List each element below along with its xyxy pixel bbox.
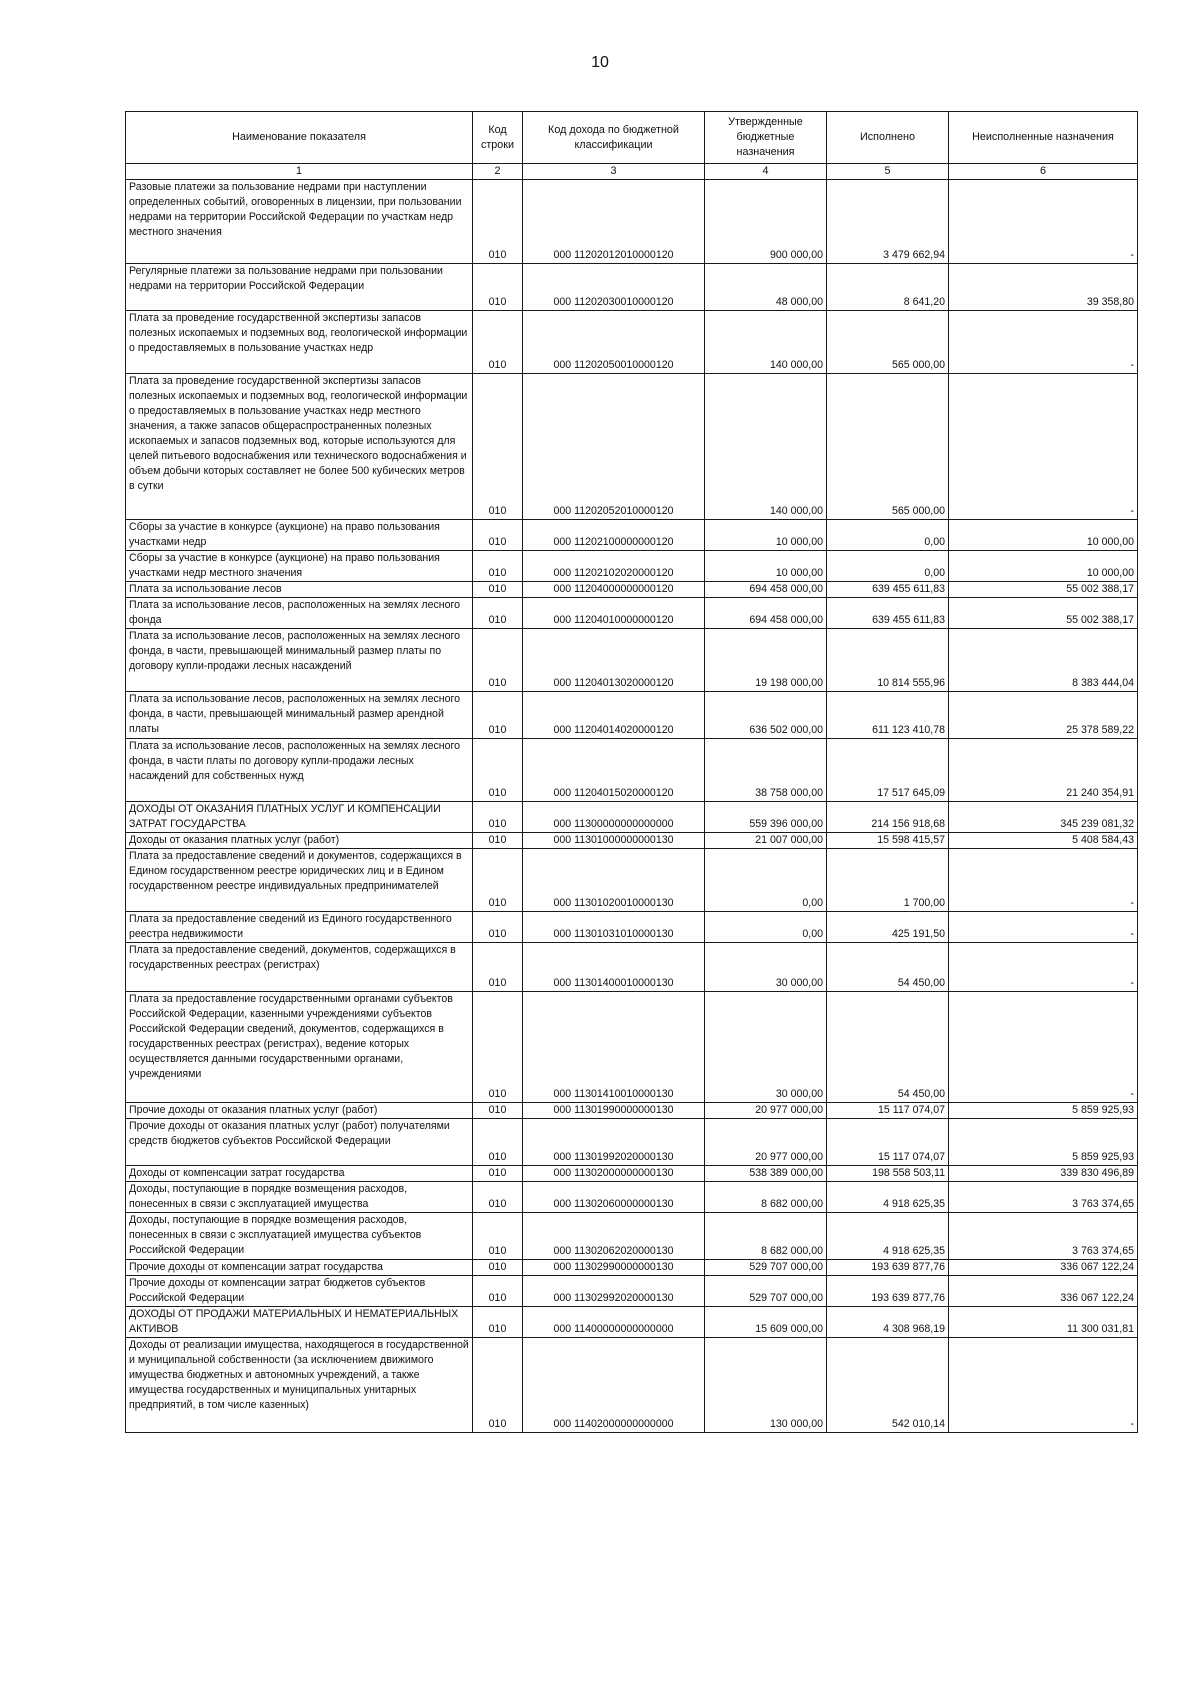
row-approved: 140 000,00 xyxy=(705,374,827,520)
row-line-code: 010 xyxy=(473,1276,523,1307)
column-number: 3 xyxy=(523,164,705,180)
row-line-code: 010 xyxy=(473,1119,523,1166)
row-income-code: 000 11301020010000130 xyxy=(523,849,705,912)
row-income-code: 000 11204013020000120 xyxy=(523,629,705,692)
table-row xyxy=(126,582,1138,598)
row-income-code: 000 11301031010000130 xyxy=(523,912,705,943)
row-income-code: 000 11204010000000120 xyxy=(523,598,705,629)
row-executed: 639 455 611,83 xyxy=(827,582,949,598)
row-unexecuted: 8 383 444,04 xyxy=(949,629,1138,692)
row-approved: 21 007 000,00 xyxy=(705,833,827,849)
row-income-code: 000 11400000000000000 xyxy=(523,1307,705,1338)
row-approved: 10 000,00 xyxy=(705,551,827,582)
row-name: Доходы от оказания платных услуг (работ) xyxy=(126,833,473,849)
column-number: 5 xyxy=(827,164,949,180)
row-executed: 611 123 410,78 xyxy=(827,692,949,739)
row-name: Плата за проведение государственной экспертизы запасов полезных ископаемых и подземных вод, геологической информации о предоставляемых в пользование участках недр местного значения, а также запасов общераспространенных полезных ископаемых и запасов подземных вод, которые используются для целей питьевого водоснабжения или технического водоснабжения и объем добычи которых составляет не более 500 кубических метров в сутки xyxy=(126,374,473,520)
row-approved: 694 458 000,00 xyxy=(705,582,827,598)
row-executed: 4 918 625,35 xyxy=(827,1213,949,1260)
header-indicator-name: Наименование показателя xyxy=(126,112,473,164)
row-approved: 38 758 000,00 xyxy=(705,739,827,802)
table-row xyxy=(126,1338,1138,1433)
row-approved: 538 389 000,00 xyxy=(705,1166,827,1182)
row-line-code: 010 xyxy=(473,1260,523,1276)
row-income-code: 000 11202100000000120 xyxy=(523,520,705,551)
table-row xyxy=(126,1119,1138,1166)
row-line-code: 010 xyxy=(473,833,523,849)
table-row xyxy=(126,833,1138,849)
table-row xyxy=(126,739,1138,802)
row-line-code: 010 xyxy=(473,582,523,598)
row-unexecuted: 39 358,80 xyxy=(949,264,1138,311)
row-executed: 193 639 877,76 xyxy=(827,1260,949,1276)
row-line-code: 010 xyxy=(473,1213,523,1260)
row-name: Плата за предоставление сведений и документов, содержащихся в Едином государственном реестре юридических лиц и в Едином государственном реестре индивидуальных предпринимателей xyxy=(126,849,473,912)
row-name: Доходы от реализации имущества, находящегося в государственной и муниципальной собственности (за исключением движимого имущества бюджетных и автономных учреждений, а также имущества государственных и муниципальных унитарных предприятий, в том числе казенных) xyxy=(126,1338,473,1433)
row-approved: 900 000,00 xyxy=(705,180,827,264)
row-line-code: 010 xyxy=(473,629,523,692)
row-executed: 425 191,50 xyxy=(827,912,949,943)
row-unexecuted: - xyxy=(949,1338,1138,1433)
header-executed: Исполнено xyxy=(827,112,949,164)
table-row xyxy=(126,551,1138,582)
row-approved: 0,00 xyxy=(705,849,827,912)
header-row xyxy=(126,112,1138,164)
table-row xyxy=(126,1307,1138,1338)
row-unexecuted: 5 408 584,43 xyxy=(949,833,1138,849)
row-line-code: 010 xyxy=(473,374,523,520)
row-unexecuted: - xyxy=(949,849,1138,912)
row-executed: 4 308 968,19 xyxy=(827,1307,949,1338)
column-number: 1 xyxy=(126,164,473,180)
row-line-code: 010 xyxy=(473,1166,523,1182)
row-name: Плата за использование лесов, расположенных на землях лесного фонда xyxy=(126,598,473,629)
table-row xyxy=(126,943,1138,992)
row-income-code: 000 11302000000000130 xyxy=(523,1166,705,1182)
row-unexecuted: - xyxy=(949,180,1138,264)
table-row xyxy=(126,992,1138,1103)
table-row xyxy=(126,1103,1138,1119)
row-income-code: 000 11204014020000120 xyxy=(523,692,705,739)
row-executed: 198 558 503,11 xyxy=(827,1166,949,1182)
row-approved: 8 682 000,00 xyxy=(705,1213,827,1260)
row-approved: 130 000,00 xyxy=(705,1338,827,1433)
row-line-code: 010 xyxy=(473,1103,523,1119)
row-unexecuted: 336 067 122,24 xyxy=(949,1276,1138,1307)
row-name: Доходы, поступающие в порядке возмещения расходов, понесенных в связи с эксплуатацией имущества xyxy=(126,1182,473,1213)
table-row xyxy=(126,1182,1138,1213)
row-executed: 54 450,00 xyxy=(827,943,949,992)
row-executed: 565 000,00 xyxy=(827,311,949,374)
row-name: Плата за предоставление сведений, документов, содержащихся в государственных реестрах (регистрах) xyxy=(126,943,473,992)
page-number: 10 xyxy=(591,54,609,71)
table-row xyxy=(126,629,1138,692)
row-unexecuted: - xyxy=(949,374,1138,520)
row-line-code: 010 xyxy=(473,598,523,629)
row-unexecuted: 55 002 388,17 xyxy=(949,598,1138,629)
table-row xyxy=(126,520,1138,551)
row-unexecuted: 25 378 589,22 xyxy=(949,692,1138,739)
row-income-code: 000 11202030010000120 xyxy=(523,264,705,311)
row-line-code: 010 xyxy=(473,802,523,833)
column-number: 6 xyxy=(949,164,1138,180)
row-name: Плата за проведение государственной экспертизы запасов полезных ископаемых и подземных вод, геологической информации о предоставляемых в пользование участках недр xyxy=(126,311,473,374)
row-income-code: 000 11301000000000130 xyxy=(523,833,705,849)
row-income-code: 000 11204000000000120 xyxy=(523,582,705,598)
row-line-code: 010 xyxy=(473,311,523,374)
row-name: Плата за предоставление сведений из Единого государственного реестра недвижимости xyxy=(126,912,473,943)
row-approved: 30 000,00 xyxy=(705,992,827,1103)
row-executed: 1 700,00 xyxy=(827,849,949,912)
row-name: Сборы за участие в конкурсе (аукционе) на право пользования участками недр xyxy=(126,520,473,551)
row-name: Плата за предоставление государственными органами субъектов Российской Федерации, казенными учреждениями субъектов Российской Федерации сведений, документов, содержащихся в государственных реестрах (регистрах), ведение которых осуществляется данными государственными органами, учреждениями xyxy=(126,992,473,1103)
row-line-code: 010 xyxy=(473,264,523,311)
row-approved: 30 000,00 xyxy=(705,943,827,992)
row-name: Прочие доходы от компенсации затрат государства xyxy=(126,1260,473,1276)
table-row xyxy=(126,180,1138,264)
row-name: Доходы, поступающие в порядке возмещения расходов, понесенных в связи с эксплуатацией имущества субъектов Российской Федерации xyxy=(126,1213,473,1260)
row-executed: 542 010,14 xyxy=(827,1338,949,1433)
row-income-code: 000 11301410010000130 xyxy=(523,992,705,1103)
row-line-code: 010 xyxy=(473,551,523,582)
table-row xyxy=(126,849,1138,912)
header-line-code: Код строки xyxy=(473,112,523,164)
column-number-row xyxy=(126,164,1138,180)
row-income-code: 000 11301990000000130 xyxy=(523,1103,705,1119)
row-line-code: 010 xyxy=(473,1307,523,1338)
row-executed: 0,00 xyxy=(827,520,949,551)
budget-revenue-table xyxy=(125,111,1138,1433)
row-name: Плата за использование лесов, расположенных на землях лесного фонда, в части, превышающей минимальный размер платы по договору купли-продажи лесных насаждений xyxy=(126,629,473,692)
row-approved: 529 707 000,00 xyxy=(705,1260,827,1276)
table-row xyxy=(126,598,1138,629)
row-line-code: 010 xyxy=(473,943,523,992)
row-name: ДОХОДЫ ОТ ОКАЗАНИЯ ПЛАТНЫХ УСЛУГ И КОМПЕНСАЦИИ ЗАТРАТ ГОСУДАРСТВА xyxy=(126,802,473,833)
row-income-code: 000 11202102020000120 xyxy=(523,551,705,582)
row-unexecuted: - xyxy=(949,912,1138,943)
table-row xyxy=(126,802,1138,833)
header-unexecuted: Неисполненные назначения xyxy=(949,112,1138,164)
row-income-code: 000 11301992020000130 xyxy=(523,1119,705,1166)
row-income-code: 000 11202012010000120 xyxy=(523,180,705,264)
row-executed: 3 479 662,94 xyxy=(827,180,949,264)
row-income-code: 000 11402000000000000 xyxy=(523,1338,705,1433)
row-executed: 8 641,20 xyxy=(827,264,949,311)
row-unexecuted: 5 859 925,93 xyxy=(949,1103,1138,1119)
table-row xyxy=(126,1260,1138,1276)
row-approved: 20 977 000,00 xyxy=(705,1103,827,1119)
column-number: 4 xyxy=(705,164,827,180)
header-approved: Утвержденные бюджетные назначения xyxy=(705,112,827,164)
row-name: Прочие доходы от оказания платных услуг (работ) получателями средств бюджетов субъектов Российской Федерации xyxy=(126,1119,473,1166)
row-approved: 694 458 000,00 xyxy=(705,598,827,629)
row-income-code: 000 11302990000000130 xyxy=(523,1260,705,1276)
row-line-code: 010 xyxy=(473,1338,523,1433)
table-row xyxy=(126,692,1138,739)
table-row xyxy=(126,1276,1138,1307)
row-unexecuted: 21 240 354,91 xyxy=(949,739,1138,802)
row-executed: 10 814 555,96 xyxy=(827,629,949,692)
row-line-code: 010 xyxy=(473,692,523,739)
row-line-code: 010 xyxy=(473,739,523,802)
row-executed: 4 918 625,35 xyxy=(827,1182,949,1213)
row-name: ДОХОДЫ ОТ ПРОДАЖИ МАТЕРИАЛЬНЫХ И НЕМАТЕРИАЛЬНЫХ АКТИВОВ xyxy=(126,1307,473,1338)
row-unexecuted: - xyxy=(949,992,1138,1103)
row-unexecuted: 3 763 374,65 xyxy=(949,1182,1138,1213)
row-approved: 48 000,00 xyxy=(705,264,827,311)
row-approved: 140 000,00 xyxy=(705,311,827,374)
row-name: Прочие доходы от компенсации затрат бюджетов субъектов Российской Федерации xyxy=(126,1276,473,1307)
table-row xyxy=(126,311,1138,374)
row-executed: 15 117 074,07 xyxy=(827,1119,949,1166)
row-executed: 15 117 074,07 xyxy=(827,1103,949,1119)
row-approved: 559 396 000,00 xyxy=(705,802,827,833)
table-row xyxy=(126,912,1138,943)
row-executed: 0,00 xyxy=(827,551,949,582)
row-unexecuted: - xyxy=(949,943,1138,992)
row-executed: 54 450,00 xyxy=(827,992,949,1103)
row-approved: 8 682 000,00 xyxy=(705,1182,827,1213)
row-unexecuted: 55 002 388,17 xyxy=(949,582,1138,598)
row-unexecuted: 10 000,00 xyxy=(949,551,1138,582)
row-name: Регулярные платежи за пользование недрами при пользовании недрами на территории Российской Федерации xyxy=(126,264,473,311)
row-line-code: 010 xyxy=(473,849,523,912)
row-approved: 0,00 xyxy=(705,912,827,943)
row-line-code: 010 xyxy=(473,912,523,943)
row-approved: 10 000,00 xyxy=(705,520,827,551)
row-income-code: 000 11302060000000130 xyxy=(523,1182,705,1213)
row-approved: 15 609 000,00 xyxy=(705,1307,827,1338)
row-income-code: 000 11202052010000120 xyxy=(523,374,705,520)
row-unexecuted: 345 239 081,32 xyxy=(949,802,1138,833)
row-income-code: 000 11302992020000130 xyxy=(523,1276,705,1307)
row-line-code: 010 xyxy=(473,520,523,551)
row-line-code: 010 xyxy=(473,1182,523,1213)
row-unexecuted: 336 067 122,24 xyxy=(949,1260,1138,1276)
row-unexecuted: 5 859 925,93 xyxy=(949,1119,1138,1166)
row-name: Прочие доходы от оказания платных услуг (работ) xyxy=(126,1103,473,1119)
row-approved: 19 198 000,00 xyxy=(705,629,827,692)
row-line-code: 010 xyxy=(473,992,523,1103)
row-executed: 565 000,00 xyxy=(827,374,949,520)
table-row xyxy=(126,1166,1138,1182)
row-income-code: 000 11300000000000000 xyxy=(523,802,705,833)
row-income-code: 000 11202050010000120 xyxy=(523,311,705,374)
row-income-code: 000 11302062020000130 xyxy=(523,1213,705,1260)
row-unexecuted: 339 830 496,89 xyxy=(949,1166,1138,1182)
row-unexecuted: 11 300 031,81 xyxy=(949,1307,1138,1338)
row-name: Разовые платежи за пользование недрами при наступлении определенных событий, оговоренных в лицензии, при пользовании недрами на территории Российской Федерации по участкам недр местного значения xyxy=(126,180,473,264)
row-name: Плата за использование лесов, расположенных на землях лесного фонда, в части, превышающей минимальный размер арендной платы xyxy=(126,692,473,739)
table-row xyxy=(126,1213,1138,1260)
row-approved: 636 502 000,00 xyxy=(705,692,827,739)
row-approved: 529 707 000,00 xyxy=(705,1276,827,1307)
row-name: Плата за использование лесов xyxy=(126,582,473,598)
row-executed: 193 639 877,76 xyxy=(827,1276,949,1307)
row-unexecuted: - xyxy=(949,311,1138,374)
column-number: 2 xyxy=(473,164,523,180)
row-income-code: 000 11204015020000120 xyxy=(523,739,705,802)
row-approved: 20 977 000,00 xyxy=(705,1119,827,1166)
row-executed: 639 455 611,83 xyxy=(827,598,949,629)
row-name: Доходы от компенсации затрат государства xyxy=(126,1166,473,1182)
row-name: Плата за использование лесов, расположенных на землях лесного фонда, в части платы по договору купли-продажи лесных насаждений для собственных нужд xyxy=(126,739,473,802)
row-income-code: 000 11301400010000130 xyxy=(523,943,705,992)
header-income-code: Код дохода по бюджетной классификации xyxy=(523,112,705,164)
row-unexecuted: 10 000,00 xyxy=(949,520,1138,551)
row-executed: 17 517 645,09 xyxy=(827,739,949,802)
table-row xyxy=(126,264,1138,311)
row-unexecuted: 3 763 374,65 xyxy=(949,1213,1138,1260)
row-executed: 214 156 918,68 xyxy=(827,802,949,833)
row-line-code: 010 xyxy=(473,180,523,264)
row-executed: 15 598 415,57 xyxy=(827,833,949,849)
table-row xyxy=(126,374,1138,520)
row-name: Сборы за участие в конкурсе (аукционе) на право пользования участками недр местного значения xyxy=(126,551,473,582)
